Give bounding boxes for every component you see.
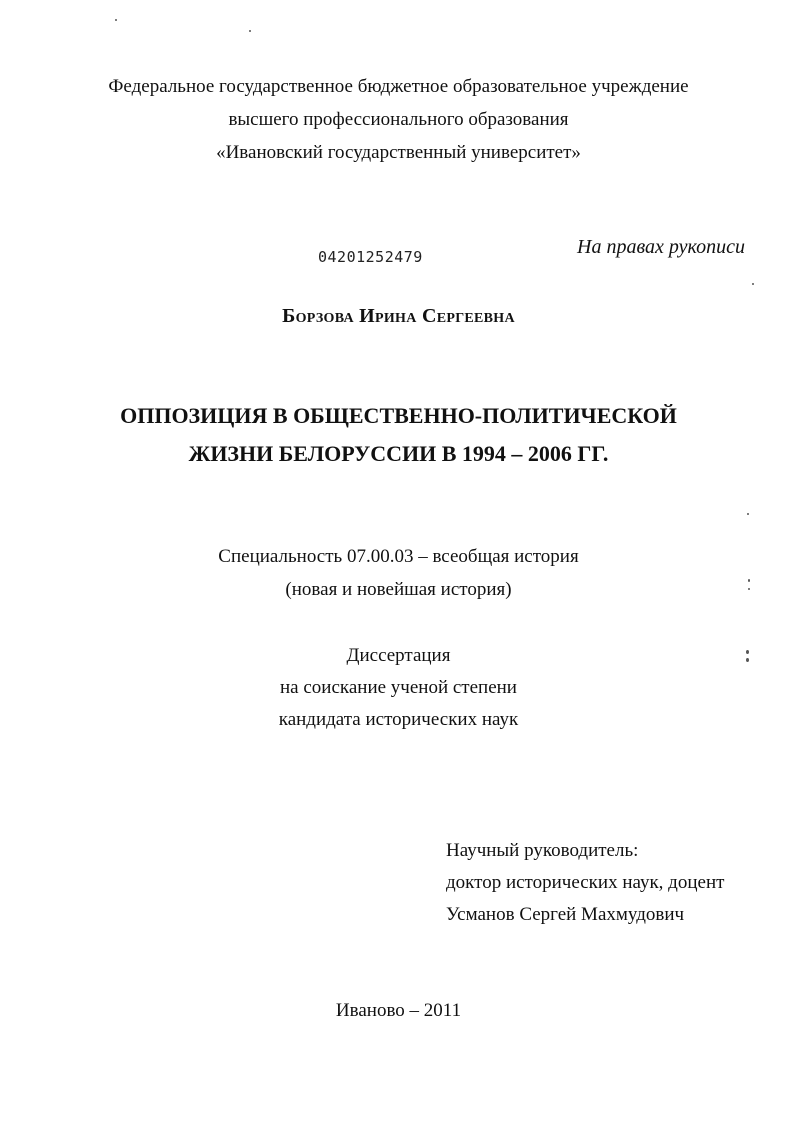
institution-line-1: Федеральное государственное бюджетное образовательное учреждение <box>108 76 689 97</box>
catalog-number-stamp: 04201252479 <box>318 248 423 266</box>
scan-speck <box>747 513 749 515</box>
degree-line-1: Диссертация <box>346 645 451 666</box>
degree-line-2: на соискание ученой степени <box>280 677 517 698</box>
supervisor-label: Научный руководитель: <box>446 840 639 861</box>
author-name: Борзова Ирина Сергеевна <box>282 305 515 327</box>
scan-speck <box>748 579 750 582</box>
scan-speck <box>752 283 754 285</box>
specialty-line-1: Специальность 07.00.03 – всеобщая история <box>218 546 579 567</box>
scan-speck <box>746 650 749 654</box>
institution-line-2: высшего профессионального образования <box>228 109 569 130</box>
place-and-year: Иваново – 2011 <box>335 1000 462 1021</box>
scan-speck <box>249 30 251 32</box>
manuscript-rights-label: На правах рукописи <box>577 236 745 258</box>
title-line-1: ОППОЗИЦИЯ В ОБЩЕСТВЕННО-ПОЛИТИЧЕСКОЙ <box>120 403 677 428</box>
supervisor-name: Усманов Сергей Махмудович <box>446 904 685 925</box>
institution-line-3: «Ивановский государственный университет» <box>216 142 581 163</box>
scan-speck <box>115 19 117 21</box>
supervisor-credentials: доктор исторических наук, доцент <box>446 872 725 893</box>
scan-speck <box>746 658 749 662</box>
title-line-2: ЖИЗНИ БЕЛОРУССИИ В 1994 – 2006 ГГ. <box>188 441 609 466</box>
scan-speck <box>748 588 750 590</box>
degree-line-3: кандидата исторических наук <box>278 709 519 730</box>
specialty-line-2: (новая и новейшая история) <box>285 579 512 600</box>
